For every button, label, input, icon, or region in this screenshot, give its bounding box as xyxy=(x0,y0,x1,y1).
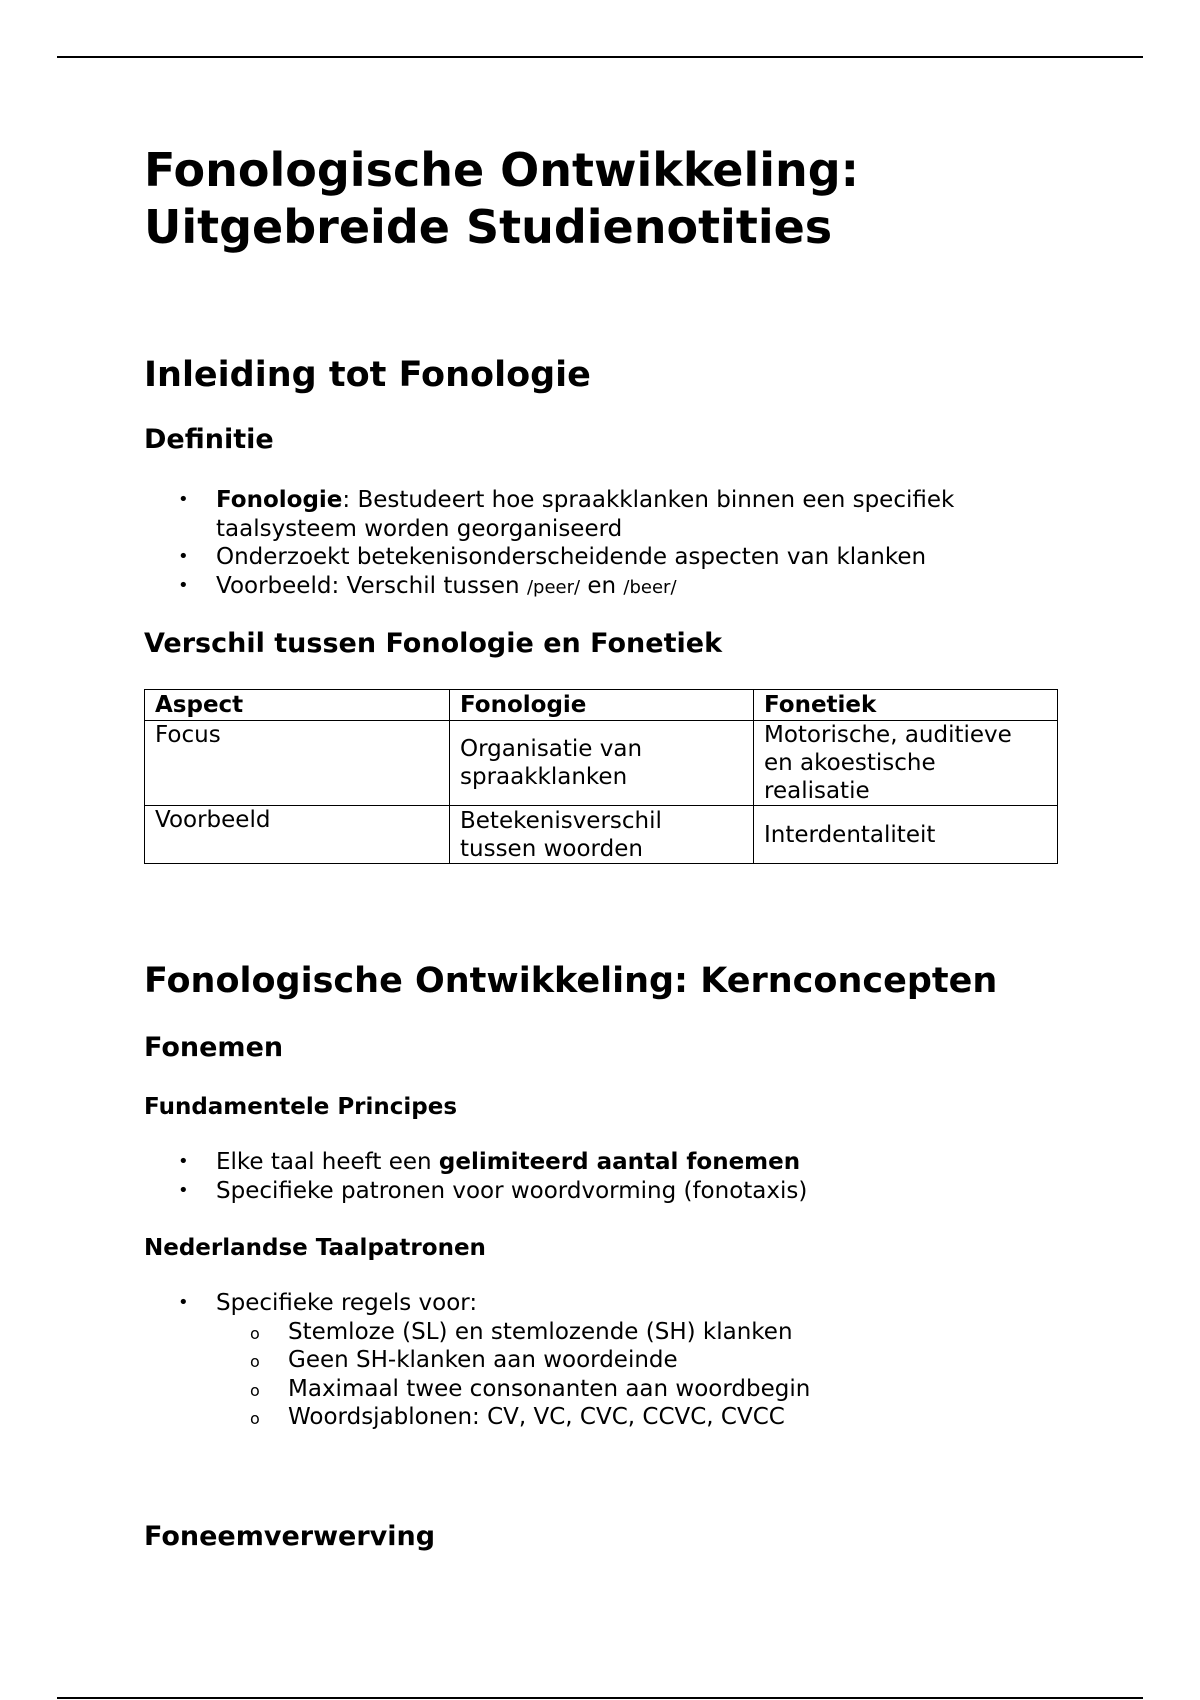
table-cell: Focus xyxy=(145,721,450,806)
sub-list-item: o Woordsjablonen: CV, VC, CVC, CCVC, CVCC xyxy=(216,1403,1044,1432)
section-heading-kernconcepten: Fonologische Ontwikkeling: Kernconcepten xyxy=(144,961,998,1001)
list-item: • Specifieke patronen voor woordvorming (fonotaxis) xyxy=(144,1177,1044,1206)
patronen-sublist xyxy=(216,1318,1044,1432)
principle-emphasis: gelimiteerd aantal fonemen xyxy=(438,1149,801,1175)
example-connector: en xyxy=(580,572,624,599)
sub-list-item: o Stemloze (SL) en stemlozende (SH) klanken xyxy=(216,1318,1044,1347)
subheading-definitie: Definitie xyxy=(144,424,274,455)
table-row xyxy=(145,806,1058,864)
document-title xyxy=(144,142,859,256)
table-cell: Betekenisverschil tussen woorden xyxy=(450,806,754,864)
section-heading-inleiding: Inleiding tot Fonologie xyxy=(144,355,591,395)
list-item xyxy=(144,572,1044,603)
table-header-cell: Fonologie xyxy=(450,690,754,721)
list-item: • Onderzoekt betekenisonderscheidende aspecten van klanken xyxy=(144,543,1044,572)
list-item xyxy=(144,486,1044,543)
example-prefix: Voorbeeld: Verschil tussen xyxy=(216,572,527,599)
subheading-nederlandse-taalpatronen: Nederlandse Taalpatronen xyxy=(144,1235,486,1261)
table-cell: Voorbeeld xyxy=(145,806,450,864)
list-item xyxy=(144,1148,1044,1177)
subheading-fundamentele-principes: Fundamentele Principes xyxy=(144,1094,458,1120)
term-fonologie: Fonologie xyxy=(216,487,343,513)
subheading-verschil: Verschil tussen Fonologie en Fonetiek xyxy=(144,628,723,659)
table-header-cell: Fonetiek xyxy=(754,690,1058,721)
list-item xyxy=(144,1289,1044,1432)
top-rule xyxy=(57,56,1143,58)
table-header-cell: Aspect xyxy=(145,690,450,721)
definition-text: : Bestudeert hoe spraakklanken binnen een specifiek taalsysteem worden georganiseerd xyxy=(216,487,955,542)
table-header-row xyxy=(145,690,1058,721)
document-title-line1: Fonologische Ontwikkeling: xyxy=(144,143,860,197)
table-cell: Interdentaliteit xyxy=(754,806,1058,864)
table-row xyxy=(145,721,1058,806)
patronen-list xyxy=(144,1289,1044,1432)
sub-list-item: o Maximaal twee consonanten aan woordbegin xyxy=(216,1375,1044,1404)
subheading-fonemen: Fonemen xyxy=(144,1032,284,1063)
subheading-foneemverwerving: Foneemverwerving xyxy=(144,1521,436,1552)
document-title-line2: Uitgebreide Studienotities xyxy=(144,200,833,254)
sub-list-item: o Geen SH-klanken aan woordeinde xyxy=(216,1346,1044,1375)
comparison-table xyxy=(144,689,1058,864)
example-word-beer: /beer/ xyxy=(623,576,677,598)
principle-prefix: Elke taal heeft een xyxy=(216,1149,439,1175)
bottom-rule xyxy=(57,1697,1143,1699)
principes-list xyxy=(144,1148,1044,1205)
patronen-intro: Specifieke regels voor: xyxy=(216,1290,478,1316)
table-cell: Organisatie van spraakklanken xyxy=(450,721,754,806)
definitie-list xyxy=(144,486,1044,602)
example-word-peer: /peer/ xyxy=(526,576,581,598)
table-cell: Motorische, auditieve en akoestische realisatie xyxy=(754,721,1058,806)
